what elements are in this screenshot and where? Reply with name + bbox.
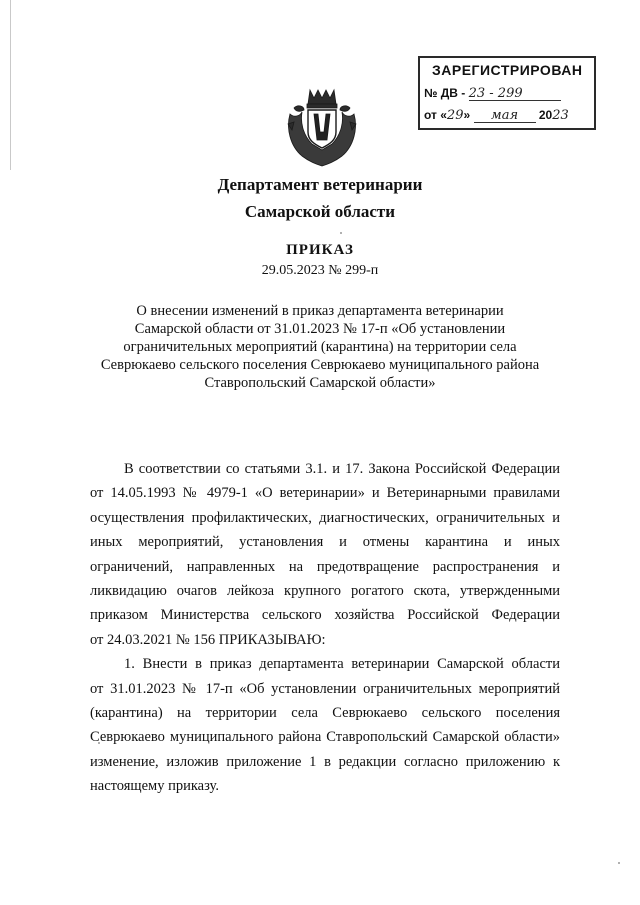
body-line: от 14.05.1993 № 4979-1 «О ветеринарии» и Ветеринарными правилами	[90, 485, 560, 502]
body-paragraph-preamble	[90, 457, 560, 652]
stamp-number-value: 23 - 299	[469, 87, 561, 101]
scan-edge-line	[10, 0, 11, 170]
body-line: осуществления профилактических, диагностических, ограничительных и	[90, 509, 560, 526]
stamp-date-row	[424, 108, 569, 123]
body-line: (карантина) на территории села Севрюкаево сельского поселения	[90, 705, 560, 722]
subject-line: Ставропольский Самарской области»	[204, 375, 436, 391]
body-line: Севрюкаево муниципального района Ставропольский Самарской области»	[90, 729, 560, 746]
document-date-number: 29.05.2023 № 299-п	[261, 263, 379, 278]
body-line: настоящему приказу.	[90, 778, 219, 795]
stamp-year-suffix: 23	[552, 108, 569, 123]
subject-line: ограничительных мероприятий (карантина) на территории села	[123, 339, 517, 355]
document-type-title: ПРИКАЗ	[286, 242, 354, 258]
department-name-line1: Департамент ветеринарии	[217, 175, 423, 194]
document-subject	[100, 302, 540, 392]
subject-line: Самарской области от 31.01.2023 № 17-п «Об установлении	[134, 321, 506, 337]
body-line: изменение, изложив приложение 1 в редакции согласно приложению к	[90, 753, 560, 770]
body-line: иных мероприятий, установления и отмены карантина и иных	[90, 534, 560, 551]
registration-stamp	[418, 56, 596, 130]
subject-line: Севрюкаево сельского поселения Севрюкаево муниципального района	[100, 357, 540, 373]
stamp-day-close: »	[463, 108, 471, 122]
body-line: от 31.01.2023 № 17-п «Об установлении ограничительных мероприятий	[90, 680, 560, 697]
body-line: приказом Министерства сельского хозяйства Российской Федерации	[90, 607, 560, 624]
document-body	[90, 457, 560, 799]
body-line: ограничений, направленных на предотвращение распространения и	[90, 558, 560, 575]
stamp-number-label: № ДВ -	[424, 86, 466, 100]
body-line: от 24.03.2021 № 156 ПРИКАЗЫВАЮ:	[90, 631, 326, 648]
stamp-day: 29	[446, 108, 464, 123]
scan-speck	[618, 862, 620, 864]
coat-of-arms-emblem	[284, 84, 360, 168]
stamp-month: мая	[474, 109, 536, 123]
stamp-number-row	[424, 86, 561, 101]
stamp-from-label: от «	[424, 108, 447, 122]
body-line: ликвидацию очагов лейкоза крупного рогатого скота, утвержденными	[90, 583, 560, 600]
stamp-title: ЗАРЕГИСТРИРОВАН	[432, 62, 583, 78]
body-paragraph-item-1	[90, 652, 560, 798]
scan-speck	[340, 232, 342, 234]
subject-line: О внесении изменений в приказ департамента ветеринарии	[136, 303, 504, 319]
stamp-year-prefix: 20	[538, 108, 553, 122]
department-name-line2: Самарской области	[244, 202, 396, 221]
body-line: 1. Внести в приказ департамента ветеринарии Самарской области	[124, 656, 560, 673]
body-line: В соответствии со статьями 3.1. и 17. Закона Российской Федерации	[124, 461, 560, 477]
